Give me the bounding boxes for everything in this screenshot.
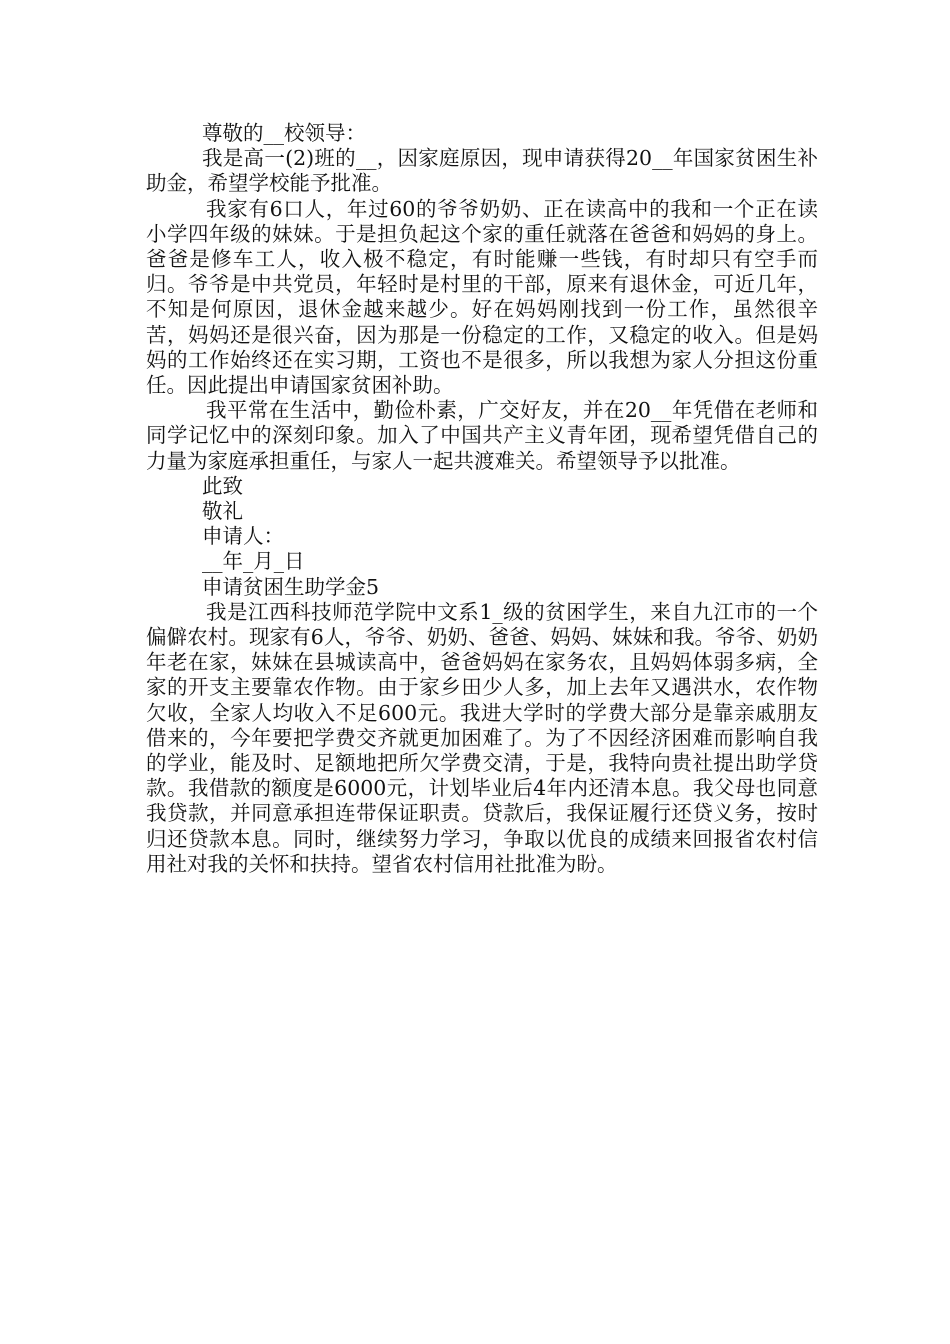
family-paragraph: 我家有6口人，年过60的爷爷奶奶、正在读高中的我和一个正在读小学四年级的妹妹。于是担负起这个家的重任就落在爸爸和妈妈的身上。爸爸是修车工人，收入极不稳定，有时能赚一些钱，有时却只有空手而归。爷爷是中共党员，年轻时是村里的干部，原来有退休金，可近几年，不知是何原因，退休金越来越少。好在妈妈刚找到一份工作，虽然很辛苦，妈妈还是很兴奋，因为那是一份稳定的工作，又稳定的收入。但是妈妈的工作始终还在实习期，工资也不是很多，所以我想为家人分担这份重任。因此提出申请国家贫困补助。 [146,196,818,398]
document-page [146,121,818,877]
intro-paragraph: 我是高一(2)班的__，因家庭原因，现申请获得20__年国家贫困生补助金，希望学校能予批准。 [146,146,818,196]
closing-jingli: 敬礼 [202,499,243,524]
self-paragraph: 我平常在生活中，勤俭朴素，广交好友，并在20__年凭借在老师和同学记忆中的深刻印象。加入了中国共产主义青年团，现希望凭借自己的力量为家庭承担重任，与家人一起共渡难关。希望领导予以批准。 [146,398,818,473]
salutation: 尊敬的__校领导： [202,121,366,145]
loan-paragraph: 我是江西科技师范学院中文系1_级的贫困学生，来自九江市的一个偏僻农村。现家有6人，爷爷、奶奶、爸爸、妈妈、妹妹和我。爷爷、奶奶年老在家，妹妹在县城读高中，爸爸妈妈在家务农，且妈妈体弱多病，全家的开支主要靠农作物。由于家乡田少人多，加上去年又遇洪水，农作物欠收，全家人均收入不足600元。我进大学时的学费大部分是靠亲戚朋友借来的，今年要把学费交齐就更加困难了。为了不因经济困难而影响自我的学业，能及时、足额地把所欠学费交清，于是，我特向贵社提出助学贷款。我借款的额度是6000元，计划毕业后4年内还清本息。我父母也同意我贷款，并同意承担连带保证职责。贷款后，我保证履行还贷义务，按时归还贷款本息。同时，继续努力学习，争取以优良的成绩来回报省农村信用社对我的关怀和扶持。望省农村信用社批准为盼。 [146,599,818,876]
closing-cizhi: 此致 [202,473,243,498]
date-line: __年_月_日 [202,549,305,574]
section-title: 申请贫困生助学金5 [202,574,380,599]
applicant-label: 申请人： [202,524,284,549]
